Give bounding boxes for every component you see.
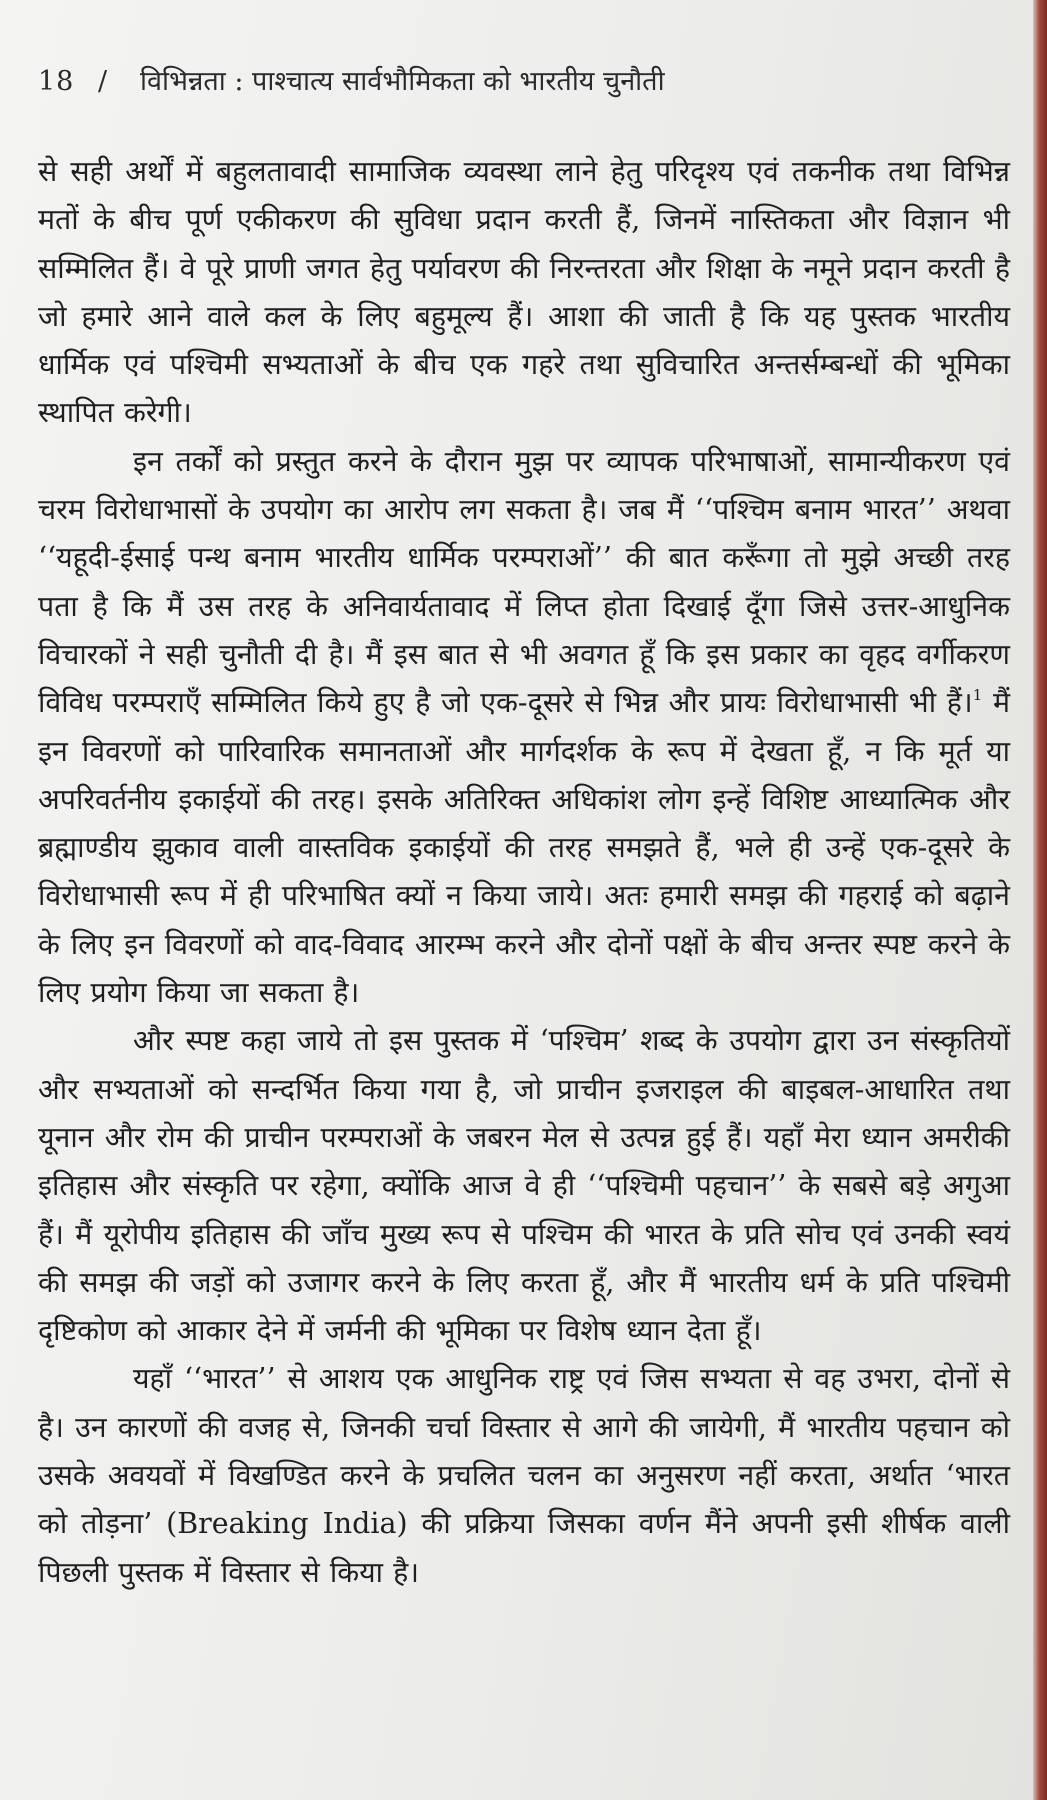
paragraph-2-text-part-2: मैं इन विवरणों को पारिवारिक समानताओं और मार्गदर्शक के रूप में देखता हूँ, न कि मूर्त या अपरिवर्तनीय इकाईयों की तरह। इसके अतिरिक्त अधिकांश लोग इन्हें विशिष्ट आध्यात्मिक और ब्रह्माण्डीय झुकाव वाली वास्तविक इकाईयों की तरह समझते हैं, भले ही उन्हें एक-दूसरे के विरोधाभासी रूप में ही परिभाषित क्यों न किया जाये। अतः हमारी समझ की गहराई को बढ़ाने के लिए इन विवरणों को वाद-विवाद आरम्भ करने और दोनों पक्षों के बीच अन्तर स्पष्ट करने के लिए प्रयोग किया जा सकता है। [38,686,1010,1010]
header-separator: / [98,66,108,97]
paragraph-3: और स्पष्ट कहा जाये तो इस पुस्तक में ‘पश्चिम’ शब्द के उपयोग द्वारा उन संस्कृतियों और सभ्यताओं को सन्दर्भित किया गया है, जो प्राचीन इजराइल की बाइबल-आधारित तथा यूनान और रोम की प्राचीन परम्पराओं के जबरन मेल से उत्पन्न हुई हैं। यहाँ मेरा ध्यान अमरीकी इतिहास और संस्कृति पर रहेगा, क्योंकि आज वे ही ‘‘पश्चिमी पहचान’’ के सबसे बड़े अगुआ हैं। मैं यूरोपीय इतिहास की जाँच मुख्य रूप से पश्चिम की भारत के प्रति सोच एवं उनकी स्वयं की समझ की जड़ों को उजागर करने के लिए करता हूँ, और मैं भारतीय धर्म के प्रति पश्चिमी दृष्टिकोण को आकार देने में जर्मनी की भूमिका पर विशेष ध्यान देता हूँ। [38,1024,1010,1348]
paragraph-4: यहाँ ‘‘भारत’’ से आशय एक आधुनिक राष्ट्र एवं जिस सभ्यता से वह उभरा, दोनों से है। उन कारणों की वजह से, जिनकी चर्चा विस्तार से आगे की जायेगी, मैं भारतीय पहचान को उसके अवयवों में विखण्डित करने के प्रचलित चलन का अनुसरण नहीं करता, अर्थात ‘भारत को तोड़ना’ (Breaking India) की प्रक्रिया जिसका वर्णन मैंने अपनी इसी शीर्षक वाली पिछली पुस्तक में विस्तार से किया है। [38,1362,1010,1589]
paragraph-2 [38,438,1010,1018]
paragraph-2-text-part-1: इन तर्कों को प्रस्तुत करने के दौरान मुझ पर व्यापक परिभाषाओं, सामान्यीकरण एवं चरम विरोधाभासों के उपयोग का आरोप लग सकता है। जब मैं ‘‘पश्चिम बनाम भारत’’ अथवा ‘‘यहूदी-ईसाई पन्थ बनाम भारतीय धार्मिक परम्पराओं’’ की बात करूँगा तो मुझे अच्छी तरह पता है कि मैं उस तरह के अनिवार्यतावाद में लिप्त होता दिखाई दूँगा जिसे उत्तर-आधुनिक विचारकों ने सही चुनौती दी है। मैं इस बात से भी अवगत हूँ कि इस प्रकार का वृहद वर्गीकरण विविध परम्पराएँ सम्मिलित किये हुए है जो एक-दूसरे से भिन्न और प्रायः विरोधाभासी भी हैं। [38,444,1010,720]
footnote-marker: 1 [972,686,983,705]
paragraph-1: से सही अर्थों में बहुलतावादी सामाजिक व्यवस्था लाने हेतु परिदृश्य एवं तकनीक तथा विभिन्न मतों के बीच पूर्ण एकीकरण की सुविधा प्रदान करती हैं, जिनमें नास्तिकता और विज्ञान भी सम्मिलित हैं। वे पूरे प्राणी जगत हेतु पर्यावरण की निरन्तरता और शिक्षा के नमूने प्रदान करती है जो हमारे आने वाले कल के लिए बहुमूल्य हैं। आशा की जाती है कि यह पुस्तक भारतीय धार्मिक एवं पश्चिमी सभ्यताओं के बीच एक गहरे तथा सुविचारित अन्तर्सम्बन्धों की भूमिका स्थापित करेगी। [38,155,1010,430]
page-number: 18 [38,66,75,97]
book-page-edge [1033,0,1047,1800]
book-title: विभिन्नता : पाश्चात्य सार्वभौमिकता को भारतीय चुनौती [140,66,665,97]
page-body [38,148,1010,1597]
running-header [38,60,998,104]
